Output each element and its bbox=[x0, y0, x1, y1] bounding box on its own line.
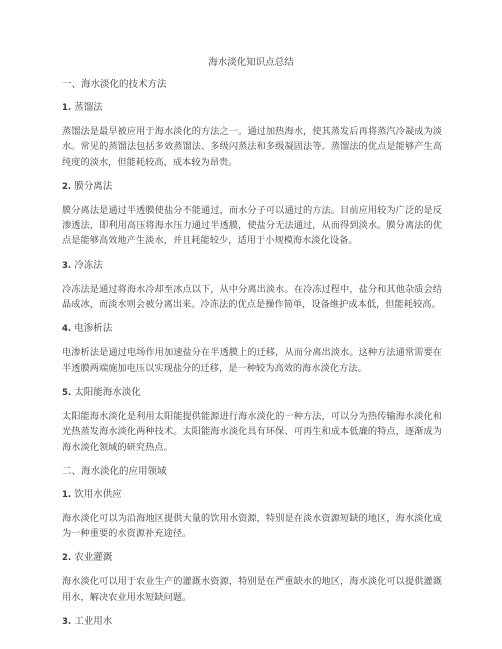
subheading-freezing bbox=[62, 259, 442, 273]
document-title: 海水淡化知识点总结 bbox=[208, 57, 294, 68]
paragraph-distillation: 蒸馏法是最早被应用于海水淡化的方法之一。通过加热海水，使其蒸发后再将蒸汽冷凝成为淡水。常见的蒸馏法包括多效蒸馏法、多级闪蒸法和多级凝固法等。蒸馏法的优点是能够产生高纯度的淡水，但能耗较高，成本较为昂贵。 bbox=[62, 126, 442, 168]
subheading-label: 工业用水 bbox=[74, 616, 113, 628]
subheading-industrial-water bbox=[62, 615, 442, 629]
subheading-label: 冷冻法 bbox=[74, 259, 103, 271]
subheading-electrodialysis bbox=[62, 322, 442, 336]
subheading-number: 5. bbox=[62, 387, 72, 398]
subheading-membrane bbox=[62, 180, 442, 194]
paragraph-electrodialysis: 电渗析法是通过电场作用加速盐分在半透膜上的迁移，从而分离出淡水。这种方法通常需要在半透膜两端施加电压以实现盐分的迁移，是一种较为高效的海水淡化方法。 bbox=[62, 347, 442, 374]
subheading-number: 1. bbox=[62, 103, 72, 113]
subheading-label: 饮用水供应 bbox=[74, 488, 122, 500]
subheading-label: 膜分离法 bbox=[74, 180, 113, 192]
subheading-label: 蒸馏法 bbox=[74, 102, 103, 113]
subheading-solar bbox=[62, 386, 442, 400]
subheading-number: 1. bbox=[62, 489, 72, 500]
section-heading-applications: 二、海水淡化的应用领域 bbox=[62, 465, 167, 477]
subheading-number: 2. bbox=[62, 181, 72, 192]
subheading-label: 电渗析法 bbox=[74, 323, 113, 335]
paragraph-drinking-water: 海水淡化可以为沿海地区提供大量的饮用水资源，特别是在淡水资源短缺的地区，海水淡化成为一种重要的水资源补充途径。 bbox=[62, 512, 442, 540]
subheading-label: 太阳能海水淡化 bbox=[74, 386, 141, 398]
subheading-drinking-water bbox=[62, 488, 442, 502]
subheading-label: 农业灌溉 bbox=[74, 552, 113, 564]
paragraph-irrigation: 海水淡化可以用于农业生产的灌溉水资源，特别是在严重缺水的地区，海水淡化可以提供灌溉用水，解决农业用水短缺问题。 bbox=[62, 576, 442, 603]
subheading-number: 4. bbox=[62, 324, 72, 335]
section-heading-techniques: 一、海水淡化的技术方法 bbox=[62, 79, 167, 90]
subheading-irrigation bbox=[62, 551, 442, 565]
subheading-distillation bbox=[62, 101, 442, 115]
paragraph-solar: 太阳能海水淡化是利用太阳能提供能源进行海水淡化的一种方法，可以分为热传输海水淡化和光热蒸发海水淡化两种技术。太阳能海水淡化具有环保、可再生和成本低廉的特点，逐渐成为海水淡化领域的研究热点。 bbox=[62, 410, 442, 453]
subheading-number: 3. bbox=[62, 617, 72, 628]
subheading-number: 3. bbox=[62, 260, 72, 271]
subheading-number: 2. bbox=[62, 553, 72, 564]
document-body bbox=[62, 78, 442, 638]
paragraph-freezing: 冷冻法是通过将海水冷却至冰点以下，从中分离出淡水。在冷冻过程中，盐分和其他杂质会结晶成冰，而淡水则会被分离出来。冷冻法的优点是操作简单，设备维护成本低，但能耗较高。 bbox=[62, 283, 442, 311]
paragraph-membrane: 膜分离法是通过半透膜使盐分不能通过，而水分子可以通过的方法。目前应用较为广泛的是反渗透法，即利用高压将海水压力通过半透膜，使盐分无法通过，从而得到淡水。膜分离法的优点是能够高效地产生淡水，并且耗能较少，适用于小规模海水淡化设备。 bbox=[62, 204, 442, 247]
